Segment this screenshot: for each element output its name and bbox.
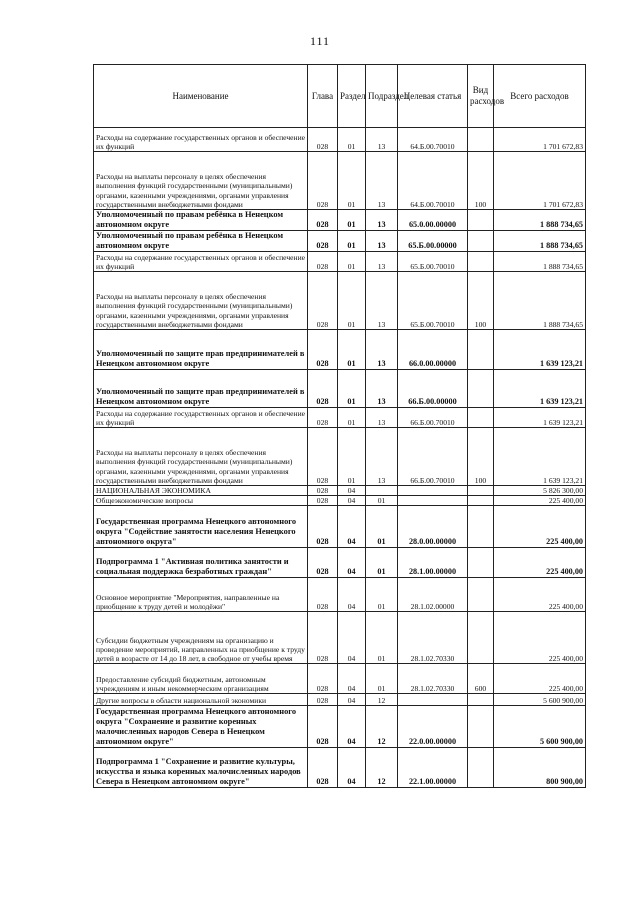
row-vid [468, 330, 494, 370]
row-name: Подпрограмма 1 "Сохранение и развитие культуры, искусства и языка коренных малочисленных народов Севера в Ненецком автономном округе" [94, 748, 308, 788]
row-statya: 22.0.00.00000 [398, 706, 468, 748]
row-podrazdel: 01 [366, 578, 398, 612]
row-name: Государственная программа Ненецкого автономного округа "Содействие занятости населения Ненецкого автономного округа" [94, 506, 308, 548]
row-razdel: 04 [338, 496, 366, 506]
table-row [94, 252, 586, 272]
row-razdel: 04 [338, 694, 366, 706]
row-total: 800 900,00 [494, 748, 586, 788]
row-name: Уполномоченный по защите прав предпринимателей в Ненецком автономном округе [94, 370, 308, 408]
row-total: 225 400,00 [494, 578, 586, 612]
row-razdel: 01 [338, 252, 366, 272]
row-total: 1 888 734,65 [494, 210, 586, 231]
table-row [94, 612, 586, 664]
row-vid [468, 706, 494, 748]
row-total: 225 400,00 [494, 548, 586, 578]
row-total: 1 639 123,21 [494, 370, 586, 408]
row-glava: 028 [308, 408, 338, 428]
row-statya: 66.0.00.00000 [398, 330, 468, 370]
table-row [94, 370, 586, 408]
table-row [94, 272, 586, 330]
row-razdel: 04 [338, 706, 366, 748]
row-name: НАЦИОНАЛЬНАЯ ЭКОНОМИКА [94, 486, 308, 496]
table-body [94, 128, 586, 788]
row-glava: 028 [308, 128, 338, 152]
row-glava: 028 [308, 152, 338, 210]
row-podrazdel: 12 [366, 694, 398, 706]
row-statya: 66.Б.00.70010 [398, 408, 468, 428]
row-podrazdel: 01 [366, 496, 398, 506]
row-name: Расходы на выплаты персоналу в целях обеспечения выполнения функций государственными (муниципальными) органами, казенными учреждениями, органами управления государственными внебюджетными фондами [94, 428, 308, 486]
table-row [94, 694, 586, 706]
row-vid [468, 548, 494, 578]
row-name: Другие вопросы в области национальной экономики [94, 694, 308, 706]
row-name: Расходы на выплаты персоналу в целях обеспечения выполнения функций государственными (муниципальными) органами, казенными учреждениями, органами управления государственными внебюджетными фондами [94, 152, 308, 210]
row-vid [468, 486, 494, 496]
row-razdel: 04 [338, 486, 366, 496]
row-vid [468, 408, 494, 428]
budget-table [93, 64, 586, 788]
row-glava: 028 [308, 370, 338, 408]
row-razdel: 04 [338, 506, 366, 548]
row-statya: 66.Б.00.70010 [398, 428, 468, 486]
row-glava: 028 [308, 612, 338, 664]
row-glava: 028 [308, 748, 338, 788]
row-podrazdel: 13 [366, 408, 398, 428]
row-glava: 028 [308, 252, 338, 272]
header-podrazdel: Подраздел [366, 65, 398, 128]
row-glava: 028 [308, 664, 338, 694]
row-razdel: 01 [338, 210, 366, 231]
row-razdel: 04 [338, 664, 366, 694]
row-glava: 028 [308, 694, 338, 706]
row-podrazdel: 12 [366, 748, 398, 788]
row-name: Уполномоченный по правам ребёнка в Ненецком автономном округе [94, 231, 308, 252]
row-statya: 65.Б.00.70010 [398, 272, 468, 330]
table-row [94, 408, 586, 428]
row-razdel: 01 [338, 428, 366, 486]
table-row [94, 664, 586, 694]
table-row [94, 706, 586, 748]
row-name: Предоставление субсидий бюджетным, автономным учреждениям и иным некоммерческим организациям [94, 664, 308, 694]
row-name: Основное мероприятие "Мероприятия, направленные на приобщение к труду детей и молодёжи" [94, 578, 308, 612]
row-total: 1 639 123,21 [494, 428, 586, 486]
table-row [94, 506, 586, 548]
row-glava: 028 [308, 578, 338, 612]
row-razdel: 01 [338, 408, 366, 428]
row-glava: 028 [308, 272, 338, 330]
row-razdel: 01 [338, 370, 366, 408]
row-razdel: 04 [338, 578, 366, 612]
row-podrazdel: 13 [366, 370, 398, 408]
row-statya [398, 496, 468, 506]
row-podrazdel: 01 [366, 664, 398, 694]
row-podrazdel: 13 [366, 210, 398, 231]
table-row [94, 128, 586, 152]
row-podrazdel: 13 [366, 252, 398, 272]
row-podrazdel: 13 [366, 330, 398, 370]
row-vid: 100 [468, 272, 494, 330]
row-total: 1 888 734,65 [494, 252, 586, 272]
row-name: Общеэкономические вопросы [94, 496, 308, 506]
row-podrazdel: 12 [366, 706, 398, 748]
row-vid: 600 [468, 664, 494, 694]
row-total: 225 400,00 [494, 496, 586, 506]
table-row [94, 428, 586, 486]
table-row [94, 486, 586, 496]
row-statya: 28.0.00.00000 [398, 506, 468, 548]
row-vid [468, 231, 494, 252]
row-statya: 64.Б.00.70010 [398, 152, 468, 210]
row-statya: 28.1.00.00000 [398, 548, 468, 578]
row-total: 1 701 672,83 [494, 128, 586, 152]
table-row [94, 496, 586, 506]
table-row [94, 578, 586, 612]
row-statya: 28.1.02.70330 [398, 664, 468, 694]
page-number: 111 [309, 34, 331, 48]
row-name: Расходы на содержание государственных органов и обеспечение их функций [94, 128, 308, 152]
row-razdel: 01 [338, 128, 366, 152]
table-row [94, 152, 586, 210]
row-podrazdel: 13 [366, 152, 398, 210]
row-statya [398, 486, 468, 496]
table-header-row [94, 65, 586, 128]
row-glava: 028 [308, 506, 338, 548]
row-vid [468, 210, 494, 231]
header-razdel: Раздел [338, 65, 366, 128]
row-total: 225 400,00 [494, 506, 586, 548]
row-vid [468, 370, 494, 408]
table-row [94, 548, 586, 578]
row-name: Расходы на содержание государственных органов и обеспечение их функций [94, 252, 308, 272]
row-statya: 66.Б.00.00000 [398, 370, 468, 408]
row-vid [468, 612, 494, 664]
row-total: 1 639 123,21 [494, 408, 586, 428]
row-glava: 028 [308, 548, 338, 578]
table-row [94, 330, 586, 370]
header-vid: Вид расходов [468, 65, 494, 128]
row-glava: 028 [308, 231, 338, 252]
row-podrazdel: 13 [366, 272, 398, 330]
row-vid: 100 [468, 152, 494, 210]
header-glava: Глава [308, 65, 338, 128]
row-razdel: 01 [338, 330, 366, 370]
row-glava: 028 [308, 210, 338, 231]
row-razdel: 04 [338, 748, 366, 788]
row-podrazdel: 13 [366, 231, 398, 252]
row-vid [468, 252, 494, 272]
row-podrazdel: 01 [366, 612, 398, 664]
row-glava: 028 [308, 496, 338, 506]
row-total: 1 888 734,65 [494, 231, 586, 252]
row-name: Уполномоченный по правам ребёнка в Ненецком автономном округе [94, 210, 308, 231]
row-total: 225 400,00 [494, 612, 586, 664]
row-name: Расходы на выплаты персоналу в целях обеспечения выполнения функций государственными (муниципальными) органами, казенными учреждениями, органами управления государственными внебюджетными фондами [94, 272, 308, 330]
row-name: Государственная программа Ненецкого автономного округа "Сохранение и развитие коренных малочисленных народов Севера в Ненецком автономном округе" [94, 706, 308, 748]
row-name: Подпрограмма 1 "Активная политика занятости и социальная поддержка безработных граждан" [94, 548, 308, 578]
row-glava: 028 [308, 486, 338, 496]
row-total: 225 400,00 [494, 664, 586, 694]
row-razdel: 04 [338, 612, 366, 664]
row-podrazdel: 13 [366, 428, 398, 486]
row-statya: 65.Б.00.00000 [398, 231, 468, 252]
row-total: 1 888 734,65 [494, 272, 586, 330]
row-glava: 028 [308, 428, 338, 486]
table-row [94, 748, 586, 788]
row-statya: 65.0.00.00000 [398, 210, 468, 231]
row-razdel: 01 [338, 231, 366, 252]
row-statya: 64.Б.00.70010 [398, 128, 468, 152]
row-name: Субсидии бюджетным учреждениям на организацию и проведение мероприятий, направленных на приобщение к труду детей в возрасте от 14 до 18 лет, в свободное от учебы время [94, 612, 308, 664]
row-glava: 028 [308, 330, 338, 370]
table-row [94, 231, 586, 252]
table-row [94, 210, 586, 231]
row-razdel: 01 [338, 152, 366, 210]
row-total: 5 600 900,00 [494, 706, 586, 748]
row-podrazdel: 13 [366, 128, 398, 152]
row-podrazdel: 01 [366, 506, 398, 548]
row-total: 5 600 900,00 [494, 694, 586, 706]
row-statya [398, 694, 468, 706]
row-total: 1 639 123,21 [494, 330, 586, 370]
row-vid [468, 748, 494, 788]
row-podrazdel [366, 486, 398, 496]
row-vid: 100 [468, 428, 494, 486]
row-statya: 28.1.02.00000 [398, 578, 468, 612]
row-total: 1 701 672,83 [494, 152, 586, 210]
row-statya: 28.1.02.70330 [398, 612, 468, 664]
row-name: Расходы на содержание государственных органов и обеспечение их функций [94, 408, 308, 428]
header-total: Всего расходов [494, 65, 586, 128]
header-statya: Целевая статья [398, 65, 468, 128]
row-vid [468, 694, 494, 706]
row-glava: 028 [308, 706, 338, 748]
row-podrazdel: 01 [366, 548, 398, 578]
row-vid [468, 496, 494, 506]
row-vid [468, 506, 494, 548]
row-razdel: 04 [338, 548, 366, 578]
row-statya: 22.1.00.00000 [398, 748, 468, 788]
row-total: 5 826 300,00 [494, 486, 586, 496]
header-name: Наименование [94, 65, 308, 128]
row-vid [468, 128, 494, 152]
row-razdel: 01 [338, 272, 366, 330]
row-vid [468, 578, 494, 612]
row-name: Уполномоченный по защите прав предпринимателей в Ненецком автономном округе [94, 330, 308, 370]
row-statya: 65.Б.00.70010 [398, 252, 468, 272]
